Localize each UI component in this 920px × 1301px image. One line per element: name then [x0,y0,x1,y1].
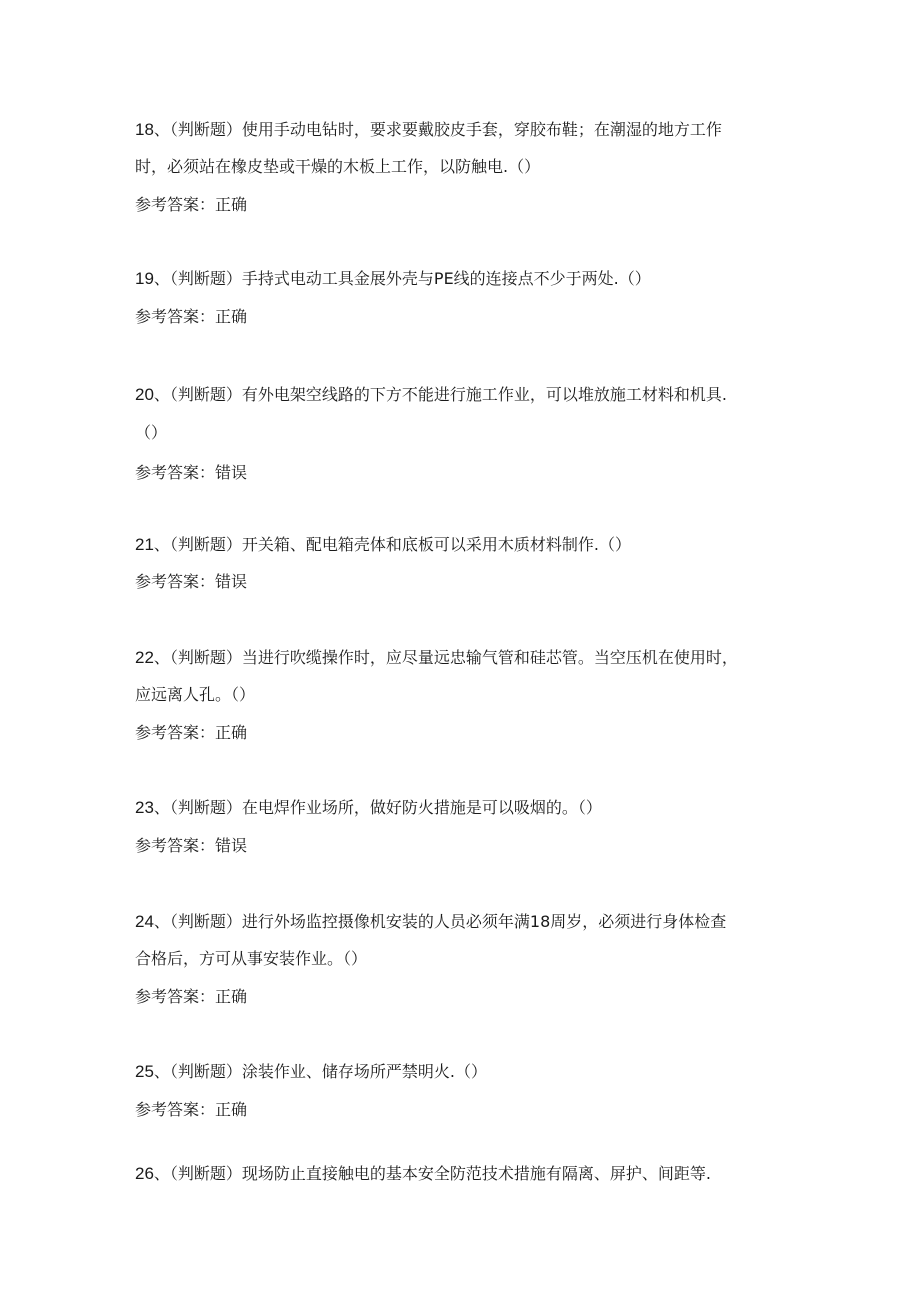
question-22-line-2: 应远离人孔。（） [135,685,256,704]
question-21-line-1 [135,535,631,555]
question-text: 、（判断题）现场防止直接触电的基本安全防范技术措施有隔离、屏护、间距等. [153,1164,712,1183]
question-text: 、（判断题）有外电架空线路的下方不能进行施工作业，可以堆放施工材料和机具. [153,385,728,404]
question-text: 、（判断题）使用手动电钻时，要求要戴胶皮手套，穿胶布鞋；在潮湿的地方工作 [153,120,722,139]
question-25-line-1 [135,1062,487,1082]
question-text: 、（判断题）当进行吹缆操作时，应尽量远忠输气管和硅芯管。当空压机在使用时， [153,648,738,667]
question-text: 、（判断题）开关箱、配电箱壳体和底板可以采用木质材料制作.（） [153,535,632,554]
question-number: 18 [135,120,154,139]
question-number: 24 [135,912,154,931]
question-22-line-1 [135,648,738,668]
question-24-line-2: 合格后，方可从事安装作业。（） [135,949,368,968]
question-text: 、（判断题）涂装作业、储存场所严禁明火.（） [153,1062,488,1081]
question-18-line-1 [135,120,722,140]
question-text: 、（判断题）在电焊作业场所，做好防火措施是可以吸烟的。（） [153,798,602,817]
question-number: 19 [135,269,154,288]
question-number: 26 [135,1164,154,1183]
question-25-answer: 参考答案：正确 [135,1100,248,1119]
question-text: 、（判断题）进行外场监控摄像机安装的人员必须年满18周岁，必须进行身体检查 [153,912,727,931]
question-number: 22 [135,648,154,667]
question-20-answer: 参考答案：错误 [135,463,248,482]
question-23-answer: 参考答案：错误 [135,836,248,855]
question-24-line-1 [135,912,726,932]
question-20-line-2: （） [135,423,168,442]
question-23-line-1 [135,798,602,818]
question-19-line-1 [135,269,651,289]
question-18-answer: 参考答案：正确 [135,195,248,214]
question-22-answer: 参考答案：正确 [135,723,248,742]
question-26-line-1 [135,1164,711,1184]
question-number: 20 [135,385,154,404]
question-text: 、（判断题）手持式电动工具金展外壳与PE线的连接点不少于两处.（） [153,269,651,288]
question-number: 21 [135,535,154,554]
question-21-answer: 参考答案：错误 [135,572,248,591]
question-number: 25 [135,1062,154,1081]
question-19-answer: 参考答案：正确 [135,307,248,326]
question-24-answer: 参考答案：正确 [135,987,248,1006]
question-20-line-1 [135,385,727,405]
question-number: 23 [135,798,154,817]
question-18-line-2: 时，必须站在橡皮垫或干燥的木板上工作，以防触电.（） [135,157,541,176]
